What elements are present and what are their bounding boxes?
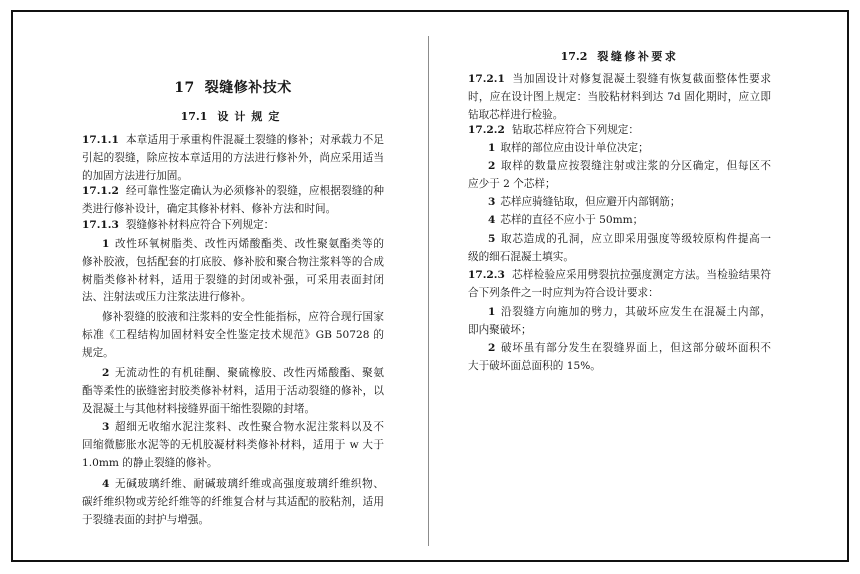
text-line	[468, 212, 771, 230]
item-number: 2	[488, 160, 496, 172]
line-text: 芯样的直径不应小于 50mm；	[500, 214, 644, 226]
list-item-1	[468, 304, 771, 340]
text-line	[468, 158, 771, 176]
item-number: 1	[488, 306, 496, 318]
page-gutter	[428, 36, 429, 546]
chapter-number: 17	[174, 80, 195, 96]
list-item-2	[468, 340, 771, 376]
line-text: 超细无收缩水泥注浆料、改性聚合物水泥注浆料以及不	[114, 421, 384, 433]
line-text: 取样的部位应由设计单位决定；	[500, 142, 649, 154]
clause-17-1-3	[82, 217, 384, 235]
clause-number: 17.2.2	[468, 124, 505, 136]
text-line: 1.0mm 的静止裂缝的修补。	[82, 456, 218, 469]
clause-number: 17.2.3	[468, 269, 505, 281]
clause-17-1-2	[82, 183, 384, 219]
text-line	[82, 183, 384, 201]
text-line	[82, 476, 384, 494]
section-title	[468, 48, 771, 66]
clause-number: 17.1.2	[82, 185, 119, 197]
line-text: 本章适用于承重构件混凝土裂缝的修补；对承载力不足	[125, 134, 384, 146]
text-line	[82, 132, 384, 150]
list-item-1	[82, 236, 384, 307]
item-number: 2	[102, 367, 110, 379]
text-line	[468, 122, 771, 140]
text-line	[468, 231, 771, 249]
text-line	[468, 304, 771, 322]
section-title	[82, 108, 384, 126]
list-item-3	[82, 419, 384, 472]
section-number: 17.1	[180, 110, 208, 123]
line-text: 当加固设计对修复混凝土裂缝有恢复截面整体性要求	[511, 73, 771, 85]
list-item-3	[468, 194, 771, 212]
text-line: 级的细石混凝土填实。	[468, 250, 574, 263]
text-line: 法、注射法或压力注浆法进行修补。	[82, 291, 252, 304]
section-number: 17.2	[560, 50, 588, 63]
text-line: 引起的裂缝，除应按本章适用的方法进行修补外，尚应采用适当	[82, 151, 384, 164]
clause-number: 17.2.1	[468, 73, 505, 85]
text-line: 树脂类修补材料，适用于裂缝的封闭或补强，可采用表面封闭	[82, 273, 384, 286]
text-line: 碳纤维织物或芳纶纤维等的纤维复合材与其适配的胶粘剂，适用	[82, 495, 384, 508]
item-number: 1	[488, 142, 496, 154]
clause-17-2-1	[468, 71, 771, 124]
text-line: 回缩微膨胀水泥等的无机胶凝材料类修补材料，适用于 w 大于	[82, 438, 384, 451]
text-line	[82, 217, 384, 235]
text-line: 大于破坏面总面积的 15%。	[468, 359, 601, 372]
text-line	[82, 236, 384, 254]
text-line: 时，应在设计图上规定：当胶粘材料到达 7d 固化期时，应立即	[468, 90, 771, 103]
text-line: 修补胶液，包括配套的打底胶、修补胶和聚合物注浆料等的合成	[82, 255, 384, 268]
item-number: 3	[488, 196, 496, 208]
section-title-text: 设计规定	[217, 110, 286, 123]
list-item-4	[82, 476, 384, 529]
text-line: 应少于 2 个芯样；	[468, 177, 556, 190]
line-text: 沿裂缝方向施加的劈力，其破坏应发生在混凝土内部，	[500, 306, 771, 318]
list-item-4	[468, 212, 771, 230]
line-text: 裂缝修补材料应符合下列规定：	[125, 219, 275, 231]
text-line	[82, 419, 384, 437]
chapter-title-text: 裂缝修补技术	[204, 80, 292, 96]
clause-17-2-2	[468, 122, 771, 140]
left-page	[82, 0, 384, 560]
list-item-2	[82, 365, 384, 418]
text-line	[468, 71, 771, 89]
line-text: 取样的数量应按裂缝注射或注浆的分区确定，但每区不	[500, 160, 771, 172]
text-line	[468, 340, 771, 358]
text-line	[82, 365, 384, 383]
text-line: 的加固方法进行加固。	[82, 169, 188, 182]
text-line: 及混凝土与其他材料接缝界面干缩性裂隙的封堵。	[82, 402, 316, 415]
text-line: 于裂缝表面的封护与增强。	[82, 513, 210, 526]
text-line: 酯等柔性的嵌缝密封胶类修补材料，适用于活动裂缝的修补，以	[82, 384, 384, 397]
text-line: 规定。	[82, 346, 114, 359]
text-line	[468, 140, 771, 158]
line-text: 无碱玻璃纤维、耐碱玻璃纤维或高强度玻璃纤维织物、	[114, 478, 384, 490]
clause-number: 17.1.3	[82, 219, 119, 231]
item-number: 4	[102, 478, 110, 490]
line-text: 改性环氧树脂类、改性丙烯酸酯类、改性聚氨酯类等的	[114, 238, 384, 250]
line-text: 无流动性的有机硅酮、聚硫橡胶、改性丙烯酸酯、聚氨	[114, 367, 384, 379]
right-page	[468, 0, 771, 560]
text-line	[468, 267, 771, 285]
list-item-2	[468, 158, 771, 194]
list-item-1	[468, 140, 771, 158]
section-title-text: 裂缝修补要求	[597, 50, 679, 63]
clause-17-1-1	[82, 132, 384, 185]
item-number: 5	[488, 233, 496, 245]
line-text: 芯样应骑缝钻取，但应避开内部钢筋；	[500, 196, 681, 208]
text-line: 合下列条件之一时应判为符合设计要求：	[468, 286, 659, 299]
chapter-title	[82, 78, 384, 98]
item-number: 2	[488, 342, 496, 354]
item-number: 4	[488, 214, 496, 226]
text-line: 修补裂缝的胶液和注浆料的安全性能指标，应符合现行国家	[102, 311, 384, 323]
text-line: 钻取芯样进行检验。	[468, 108, 564, 121]
text-line: 即内聚破坏；	[468, 323, 532, 336]
line-text: 钻取芯样应符合下列规定：	[511, 124, 639, 136]
clause-17-2-3	[468, 267, 771, 303]
line-text: 经可靠性鉴定确认为必须修补的裂缝，应根据裂缝的种	[125, 185, 384, 197]
item-number: 1	[102, 238, 110, 250]
text-line: 类进行修补设计，确定其修补材料、修补方法和时间。	[82, 202, 337, 215]
text-line	[468, 194, 771, 212]
note-paragraph	[82, 309, 384, 362]
line-text: 取芯造成的孔洞，应立即采用强度等级较原构件提高一	[500, 233, 771, 245]
line-text: 芯样检验应采用劈裂抗拉强度测定方法。当检验结果符	[511, 269, 771, 281]
clause-number: 17.1.1	[82, 134, 119, 146]
line-text: 破坏虽有部分发生在裂缝界面上，但这部分破坏面积不	[500, 342, 771, 354]
item-number: 3	[102, 421, 110, 433]
text-line: 标准《工程结构加固材料安全性鉴定技术规范》GB 50728 的	[82, 328, 384, 341]
list-item-5	[468, 231, 771, 267]
